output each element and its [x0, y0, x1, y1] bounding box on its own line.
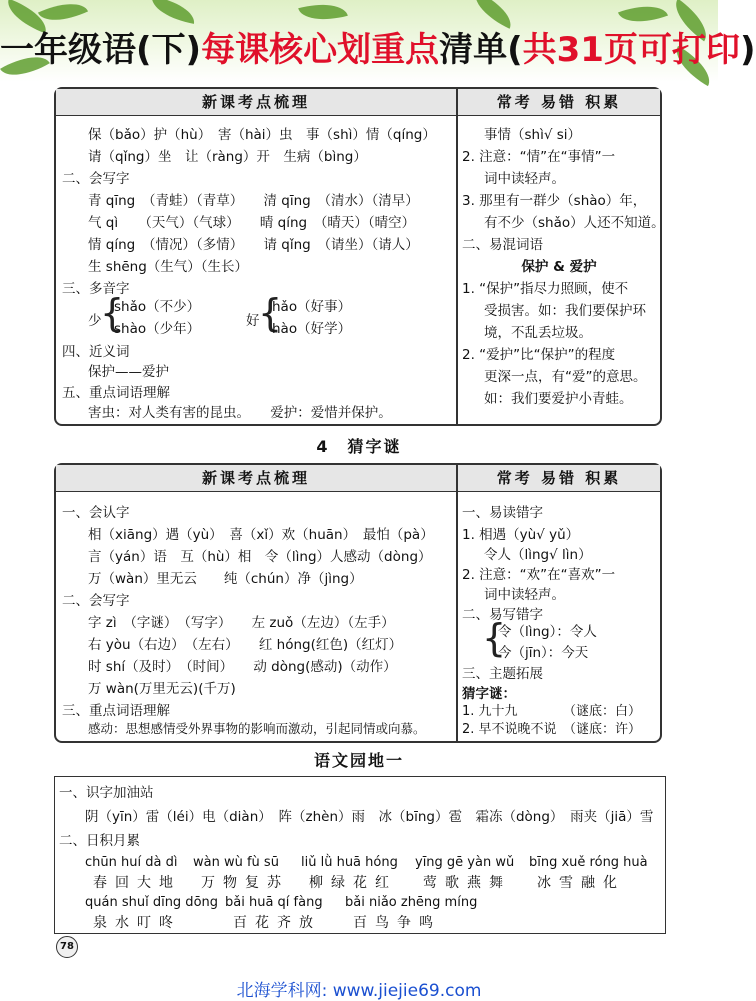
- idiom-pinyin: yīng gē yàn wǔ: [415, 855, 515, 870]
- riddle-line: 2. 早不说晚不说 （谜底：许）: [462, 722, 642, 737]
- right-note: 今（jīn）：今天: [498, 645, 589, 661]
- note-line: 青 qīng （青蛙）（青草） 清 qīng （清水）（清早）: [88, 193, 419, 209]
- title-part: 清单(: [439, 30, 523, 70]
- brace-icon: {: [482, 616, 507, 660]
- note-line: 情 qíng （情况）（多情） 请 qǐng （请坐）（请人）: [88, 237, 419, 253]
- polyphone-reading: shào（少年）: [114, 321, 201, 337]
- column-divider: [456, 465, 458, 741]
- section-heading: 二、易混词语: [462, 237, 543, 253]
- note-line: 害虫：对人类有害的昆虫。 爱护：爱惜并保护。: [88, 405, 392, 421]
- section-heading: 三、主题拓展: [462, 666, 543, 682]
- note-line: 字 zì （字谜） （写字） 左 zuǒ（左边）（左手）: [88, 615, 395, 631]
- right-note: 词中读轻声。: [484, 587, 565, 603]
- section-heading: 一、易读错字: [462, 505, 543, 521]
- right-note: 境，不乱丢垃圾。: [484, 325, 592, 341]
- note-line: 阴（yīn）雷（léi）电（diàn） 阵（zhèn）雨 冰（bīng）雹 霜冻（dòng） 雨夹（jiā）雪: [85, 809, 654, 825]
- right-note: 如：我们要爱护小青蛙。: [484, 391, 633, 407]
- idiom-hanzi: 百鸟争鸣: [353, 915, 441, 931]
- section-title: 语文园地一: [313, 751, 404, 770]
- garden-box: [54, 776, 666, 934]
- left-header: 新课考点梳理: [56, 89, 456, 116]
- section-heading: 一、识字加油站: [59, 785, 154, 801]
- idiom-pinyin: bīng xuě róng huà: [529, 855, 648, 870]
- note-line: 万 wàn(万里无云)(千万): [88, 681, 236, 697]
- right-note: 令（lìng）：令人: [498, 624, 597, 640]
- idiom-pinyin: liǔ lǜ huā hóng: [301, 855, 398, 870]
- idiom-pinyin: bǎi niǎo zhēng míng: [345, 895, 478, 910]
- idiom-pinyin: wàn wù fù sū: [193, 855, 279, 870]
- subsection-heading: 猜字谜：: [462, 686, 516, 702]
- footer-watermark: 北海学科网: www.jiejie69.com: [236, 981, 482, 1001]
- left-header: 新课考点梳理: [56, 465, 456, 492]
- note-line: 言（yán）语 互（hù）相 令（lìng）人感动（dòng）: [88, 549, 432, 565]
- section-heading: 五、重点词语理解: [62, 385, 170, 401]
- section-heading: 二、会写字: [62, 171, 130, 187]
- title-part-highlight: 每课核心划重点: [201, 30, 440, 70]
- note-line: 右 yòu（右边） （左右） 红 hóng(红色)（红灯）: [88, 637, 403, 653]
- page-title: [0, 22, 756, 71]
- right-note: 事情（shì√ si）: [484, 127, 582, 143]
- section-heading: 二、易写错字: [462, 607, 543, 623]
- brace-icon: {: [258, 291, 283, 335]
- polyphone-char: 好: [246, 313, 260, 329]
- page-number: 78: [56, 936, 78, 958]
- right-note: 2. 注意：“情”在“事情”一: [462, 149, 616, 165]
- idiom-hanzi: 百花齐放: [233, 915, 321, 931]
- right-note: 1. 相遇（yù√ yǔ）: [462, 527, 580, 543]
- section-heading: 二、会写字: [62, 593, 130, 609]
- page-banner: [0, 0, 756, 82]
- riddle-line: 1. 九十九 （谜底：白）: [462, 704, 642, 719]
- polyphone-char: 少: [88, 313, 102, 329]
- note-line: 请（qǐng）坐 让（ràng）开 生病（bìng）: [88, 149, 367, 165]
- idiom-hanzi: 冰雪融化: [537, 875, 625, 891]
- idiom-pinyin: chūn huí dà dì: [85, 855, 178, 870]
- note-line: 保（bǎo）护（hù） 害（hài）虫 事（shì）情（qíng）: [88, 127, 436, 143]
- note-line: 生 shēng（生气）（生长）: [88, 259, 249, 275]
- right-note: 词中读轻声。: [484, 171, 565, 187]
- section-heading: 四、近义词: [62, 344, 130, 360]
- subsection-heading: 保护 & 爱护: [521, 259, 597, 275]
- idiom-hanzi: 泉水叮咚: [93, 915, 181, 931]
- section-heading: 三、重点词语理解: [62, 703, 170, 719]
- leaf-decoration: [149, 0, 198, 24]
- right-note: 2. “爱护”比“保护”的程度: [462, 347, 616, 363]
- title-part-highlight: 可打印: [637, 30, 740, 70]
- right-header: 常考 易错 积累: [458, 89, 660, 116]
- right-note: 更深一点，有“爱”的意思。: [484, 369, 647, 385]
- note-line: 感动：思想感情受外界事物的影响而激动，引起同情或向慕。: [88, 721, 426, 736]
- right-header: 常考 易错 积累: [458, 465, 660, 492]
- idiom-hanzi: 万物复苏: [201, 875, 289, 891]
- idiom-pinyin: quán shuǐ dīng dōng: [85, 895, 219, 910]
- section-heading: 三、多音字: [62, 281, 130, 297]
- title-part-highlight: 共31页: [522, 30, 638, 70]
- right-note: 令人（lìng√ lìn）: [484, 547, 592, 563]
- idiom-hanzi: 春回大地: [93, 875, 181, 891]
- note-line: 万（wàn）里无云 纯（chún）净（jìng）: [88, 571, 363, 587]
- section-heading: 一、会认字: [62, 505, 130, 521]
- title-part: 一年级语(下): [0, 30, 202, 70]
- right-note: 2. 注意：“欢”在“喜欢”一: [462, 567, 616, 583]
- lesson-title: 4 猜字谜: [316, 437, 402, 456]
- brace-icon: {: [100, 291, 125, 335]
- note-line: 气 qì （天气）（气球） 晴 qíng （晴天）（晴空）: [88, 215, 416, 231]
- right-note: 有不少（shǎo）人还不知道。: [484, 215, 665, 231]
- lesson4-notes-box: [54, 463, 662, 743]
- title-part: ): [739, 30, 756, 70]
- note-line: 时 shí（及时） （时间） 动 dòng(感动)（动作）: [88, 659, 397, 675]
- lesson3-notes-box: [54, 87, 665, 426]
- note-line: 保护——爱护: [88, 364, 169, 380]
- idiom-hanzi: 柳绿花红: [309, 875, 397, 891]
- idiom-hanzi: 莺歌燕舞: [423, 875, 511, 891]
- polyphone-reading: hǎo（好事）: [272, 299, 352, 315]
- right-note: 受损害。如：我们要保护环: [484, 303, 646, 319]
- polyphone-reading: shǎo（不少）: [114, 299, 201, 315]
- idiom-pinyin: bǎi huā qí fàng: [225, 895, 323, 910]
- note-line: 相（xiāng）遇（yù） 喜（xǐ）欢（huān） 最怕（pà）: [88, 527, 434, 543]
- right-note: 3. 那里有一群少（shào）年，: [462, 193, 647, 209]
- right-note: 1. “保护”指尽力照顾，使不: [462, 281, 629, 297]
- polyphone-reading: hào（好学）: [272, 321, 352, 337]
- section-heading: 二、日积月累: [59, 833, 140, 849]
